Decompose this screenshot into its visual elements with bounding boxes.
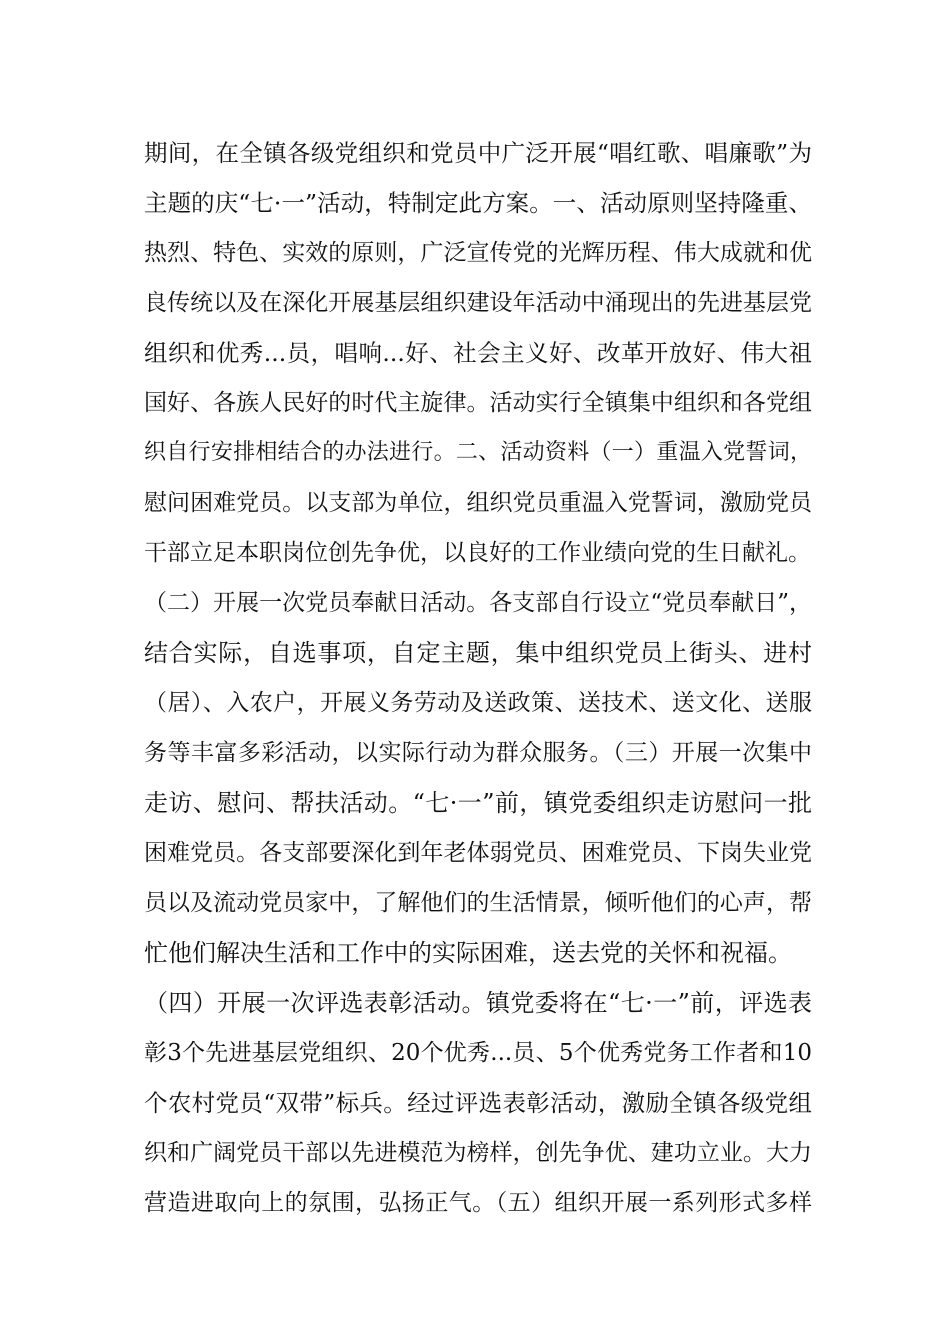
text-line-6: 国好、各族人民好的时代主旋律。活动实行全镇集中组织和各党组 bbox=[144, 390, 812, 416]
text-line-1: 期间，在全镇各级党组织和党员中广泛开展“唱红歌、唱廉歌”为 bbox=[144, 139, 812, 167]
text-line-9: 干部立足本职岗位创先争优，以良好的工作业绩向党的生日献礼。 bbox=[144, 540, 811, 566]
text-line-2: 主题的庆“七·一”活动，特制定此方案。一、活动原则坚持隆重、 bbox=[144, 189, 812, 217]
body-text bbox=[144, 128, 812, 1228]
text-line-8: 慰问困难党员。以支部为单位，组织党员重温入党誓词，激励党员 bbox=[144, 490, 812, 516]
text-line-13: 务等丰富多彩活动，以实际行动为群众服务。（三）开展一次集中 bbox=[144, 740, 812, 766]
text-line-12: （居）、入农户，开展义务劳动及送政策、送技术、送文化、送服 bbox=[144, 690, 812, 716]
text-line-17: 忙他们解决生活和工作中的实际困难，送去党的关怀和祝福。 bbox=[144, 939, 792, 967]
text-line-10: （二）开展一次党员奉献日活动。各支部自行设立“党员奉献日”， bbox=[144, 590, 812, 616]
text-line-11: 结合实际，自选事项，自定主题，集中组织党员上街头、进村 bbox=[144, 639, 812, 667]
text-line-20: 个农村党员“双带”标兵。经过评选表彰活动，激励全镇各级党组 bbox=[144, 1089, 812, 1117]
text-line-19: 彰3个先进基层党组织、20个优秀...员、5个优秀党务工作者和10 bbox=[144, 1040, 812, 1066]
text-line-4: 良传统以及在深化开展基层组织建设年活动中涌现出的先进基层党 bbox=[144, 290, 812, 316]
text-line-7: 织自行安排相结合的办法进行。二、活动资料（一）重温入党誓词， bbox=[144, 440, 812, 465]
text-line-16: 员以及流动党员家中，了解他们的生活情景，倾听他们的心声，帮 bbox=[144, 890, 812, 916]
text-line-3: 热烈、特色、实效的原则，广泛宣传党的光辉历程、伟大成就和优 bbox=[144, 240, 812, 266]
text-line-14: 走访、慰问、帮扶活动。“七·一”前，镇党委组织走访慰问一批 bbox=[144, 789, 812, 817]
text-line-21: 织和广阔党员干部以先进模范为榜样，创先争优、建功立业。大力 bbox=[144, 1140, 812, 1166]
text-line-15: 困难党员。各支部要深化到年老体弱党员、困难党员、下岗失业党 bbox=[144, 840, 812, 866]
text-line-5: 组织和优秀...员，唱响...好、社会主义好、改革开放好、伟大祖 bbox=[144, 339, 812, 367]
text-line-22: 营造进取向上的氛围，弘扬正气。（五）组织开展一系列形式多样 bbox=[144, 1190, 812, 1216]
text-line-18: （四）开展一次评选表彰活动。镇党委将在“七·一”前，评选表 bbox=[144, 989, 812, 1017]
